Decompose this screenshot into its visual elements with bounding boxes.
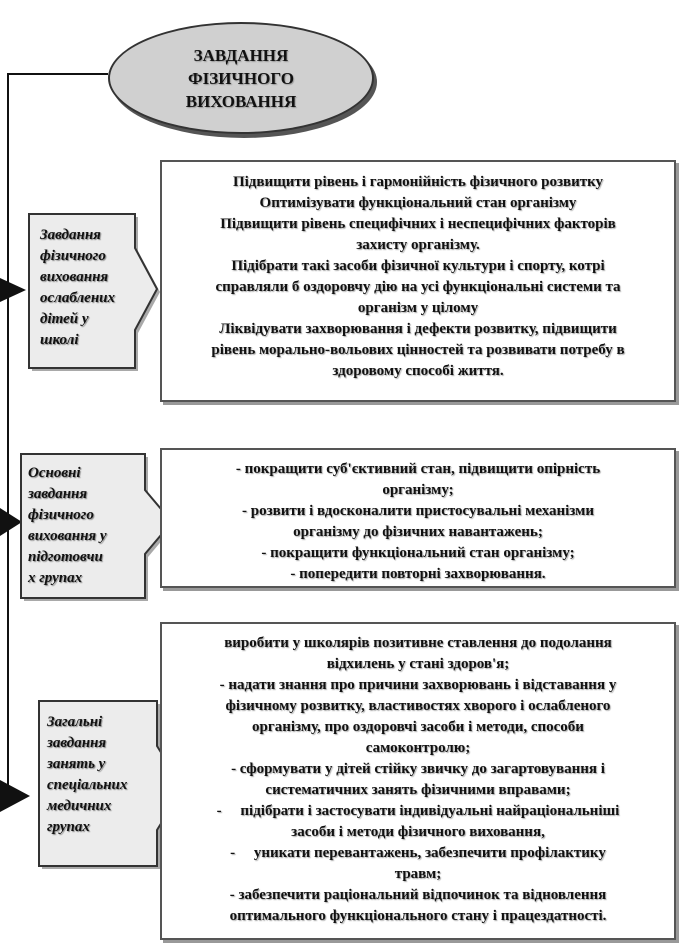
content-line: фізичному розвитку, властивостях хворого і ослабленого xyxy=(225,698,611,714)
content-line: - сформувати у дітей стійку звичку до загартовування і xyxy=(231,761,605,777)
content-line: - попередити повторні захворювання. xyxy=(290,566,546,582)
content-line: захисту організму. xyxy=(356,237,480,253)
content-line: - надати знання про причини захворювань і відставання у xyxy=(219,677,617,693)
section-label-1: Завдання фізичного виховання ослаблених дітей у школі xyxy=(40,227,115,348)
content-line: виробити у школярів позитивне ставлення до подолання xyxy=(224,635,612,651)
content-line: - підібрати і застосувати індивідуальні найраціональніші xyxy=(216,803,620,819)
content-line: - покращити функціональний стан організму; xyxy=(261,545,575,561)
content-line: - забезпечити раціональний відпочинок та відновлення xyxy=(229,887,607,903)
content-line: відхилень у стані здоров'я; xyxy=(326,656,510,672)
content-line: - розвити і вдосконалити пристосувальні механізми xyxy=(242,503,594,519)
content-line: здоровому способі життя. xyxy=(332,363,504,379)
diagram-title: ЗАВДАННЯ ФІЗИЧНОГО ВИХОВАННЯ xyxy=(185,45,297,111)
content-line: справляли б оздоровчу дію на усі функціональні системи та xyxy=(215,279,621,295)
content-line: травм; xyxy=(394,866,442,882)
arrow-section-3 xyxy=(0,780,30,812)
content-line: оптимального функціонального стану і працездатності. xyxy=(229,908,607,924)
arrow-section-2 xyxy=(0,508,22,536)
content-line: організм у цілому xyxy=(357,300,479,316)
content-line: самоконтролю; xyxy=(365,740,471,756)
content-line: засоби і методи фізичного виховання, xyxy=(291,824,545,840)
section-content-3 xyxy=(160,622,676,940)
section-content-1 xyxy=(160,160,676,402)
arrow-section-1 xyxy=(0,278,26,302)
content-line: систематичних занять фізичними вправами; xyxy=(265,782,571,798)
section-label-3: Загальні завдання занять у спеціальних медичних групах xyxy=(47,714,128,835)
content-line: Підвищити рівень специфічних і неспецифічних факторів xyxy=(220,216,616,232)
content-line: рівень морально-вольових цінностей та розвивати потребу в xyxy=(211,342,625,358)
content-line: Оптимізувати функціональний стан організму xyxy=(259,195,577,211)
section-content-2 xyxy=(160,448,676,588)
content-line: - уникати перевантажень, забезпечити профілактику xyxy=(230,845,606,861)
content-line: - покращити суб'єктивний стан, підвищити опірність xyxy=(235,461,601,477)
content-line: Підвищити рівень і гармонійність фізичного розвитку xyxy=(232,174,604,190)
section-label-2: Основні завдання фізичного виховання у підготовчи х групах xyxy=(28,465,107,586)
title-ellipse xyxy=(108,22,374,134)
content-line: організму, про оздоровчі засоби і методи, способи xyxy=(252,719,584,735)
content-line: Ліквідувати захворювання і дефекти розвитку, підвищити xyxy=(219,321,617,337)
content-line: Підібрати такі засоби фізичної культури і спорту, котрі xyxy=(231,258,605,274)
content-line: організму до фізичних навантажень; xyxy=(293,524,543,540)
content-line: організму; xyxy=(382,482,454,498)
